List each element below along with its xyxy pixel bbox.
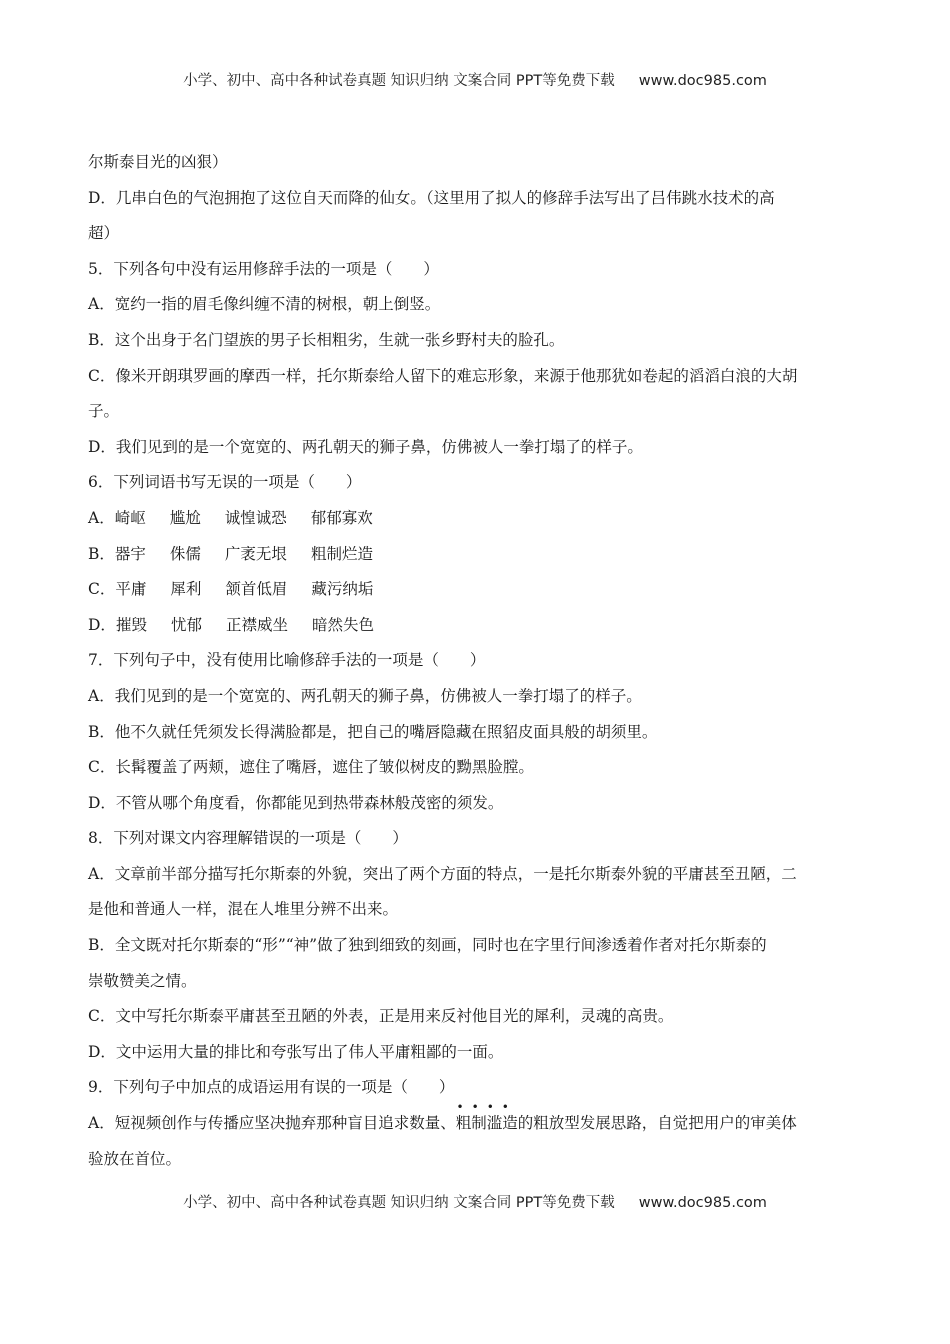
- document-body: [88, 145, 856, 1177]
- emphasis-dots: ••••: [456, 1100, 517, 1115]
- word: 平庸: [115, 580, 147, 599]
- q9-option-a: [88, 1100, 856, 1142]
- word: 藏污纳垢: [311, 580, 374, 599]
- q8-option-b: B．全文既对托尔斯泰的“形”“神”做了独到细致的刻画，同时也在字里行间渗透着作者对托尔斯泰的: [88, 936, 767, 955]
- option-label: B．: [88, 544, 115, 563]
- header-text: 小学、初中、高中各种试卷真题 知识归纳 文案合同 PPT等免费下载: [183, 73, 615, 89]
- q6-option-b: [88, 537, 856, 573]
- q5-option-d: D．我们见到的是一个宽宽的、两孔朝天的狮子鼻，仿佛被人一拳打塌了的样子。: [88, 437, 643, 456]
- option-text: A．短视频创作与传播应坚决抛弃那种盲目追求数量、: [88, 1114, 456, 1133]
- q9-option-a-cont: 验放在首位。: [88, 1149, 182, 1168]
- text-line: 超）: [88, 224, 120, 243]
- q8-option-a: A．文章前半部分描写托尔斯泰的外貌，突出了两个方面的特点，一是托尔斯泰外貌的平庸甚至丑陋，二: [88, 864, 797, 883]
- q6-option-a: [88, 501, 856, 537]
- word: 颔首低眉: [225, 580, 288, 599]
- word: 器宇: [114, 544, 146, 563]
- page-footer: [0, 1191, 950, 1212]
- header-url[interactable]: www.doc985.com: [638, 73, 767, 89]
- text-line: 尔斯泰目光的凶狠）: [88, 153, 228, 171]
- question-6: 6．下列词语书写无误的一项是（ ）: [88, 473, 362, 492]
- footer-text: 小学、初中、高中各种试卷真题 知识归纳 文案合同 PPT等免费下载: [183, 1195, 615, 1211]
- footer-url[interactable]: www.doc985.com: [638, 1195, 767, 1211]
- q5-option-c: C．像米开朗琪罗画的摩西一样，托尔斯泰给人留下的难忘形象，来源于他那犹如卷起的滔滔白浪的大胡: [88, 366, 798, 385]
- question-7: 7．下列句子中，没有使用比喻修辞手法的一项是（ ）: [88, 651, 486, 670]
- word: 正襟威坐: [225, 615, 288, 634]
- word: 忧郁: [170, 615, 202, 634]
- word: 尴尬: [169, 508, 201, 527]
- q7-option-b: B．他不久就任凭须发长得满脸都是，把自己的嘴唇隐藏在照貂皮面具般的胡须里。: [88, 722, 658, 741]
- option-text: 的粗放型发展思路，自觉把用户的审美体: [517, 1114, 797, 1133]
- word: 广袤无垠: [224, 544, 287, 563]
- word: 郁郁寡欢: [310, 508, 373, 527]
- question-9: 9．下列句子中加点的成语运用有误的一项是（ ）: [88, 1078, 455, 1097]
- q8-option-d: D．文中运用大量的排比和夸张写出了伟人平庸粗鄙的一面。: [88, 1042, 504, 1061]
- word: 摧毁: [115, 615, 147, 634]
- q5-option-a: A．宽约一指的眉毛像纠缠不清的树根，朝上倒竖。: [88, 295, 441, 314]
- q8-option-a-cont: 是他和普通人一样，混在人堆里分辨不出来。: [88, 900, 399, 919]
- q5-option-c-cont: 子。: [88, 402, 120, 421]
- word: 崎岖: [114, 508, 146, 527]
- word: 粗制烂造: [310, 544, 373, 563]
- q7-option-c: C．长髯覆盖了两颊，遮住了嘴唇，遮住了皱似树皮的黝黑脸膛。: [88, 758, 534, 777]
- word: 诚惶诚恐: [224, 508, 287, 527]
- q7-option-d: D．不管从哪个角度看，你都能见到热带森林般茂密的须发。: [88, 793, 504, 812]
- page-header: [0, 69, 950, 90]
- q8-option-c: C．文中写托尔斯泰平庸甚至丑陋的外表，正是用来反衬他目光的犀利，灵魂的高贵。: [88, 1007, 674, 1026]
- question-5: 5．下列各句中没有运用修辞手法的一项是（ ）: [88, 259, 439, 278]
- q5-option-b: B．这个出身于名门望族的男子长相粗劣，生就一张乡野村夫的脸孔。: [88, 330, 565, 349]
- option-label: A．: [88, 508, 115, 527]
- q6-option-d: [88, 608, 856, 644]
- option-d: D．几串白色的气泡拥抱了这位自天而降的仙女。（这里用了拟人的修辞手法写出了吕伟跳水技术的高: [88, 188, 775, 207]
- q8-option-b-cont: 崇敬赞美之情。: [88, 971, 197, 990]
- option-label: C．: [88, 580, 116, 599]
- word: 暗然失色: [311, 615, 374, 634]
- question-8: 8．下列对课文内容理解错误的一项是（ ）: [88, 829, 408, 848]
- word: 侏儒: [169, 544, 201, 563]
- option-label: D．: [88, 615, 116, 634]
- idiom-text: 粗制滥造: [455, 1114, 518, 1133]
- q6-option-c: [88, 572, 856, 608]
- dotted-idiom: [455, 1100, 518, 1133]
- word: 犀利: [170, 580, 202, 599]
- q7-option-a: A．我们见到的是一个宽宽的、两孔朝天的狮子鼻，仿佛被人一拳打塌了的样子。: [88, 686, 642, 705]
